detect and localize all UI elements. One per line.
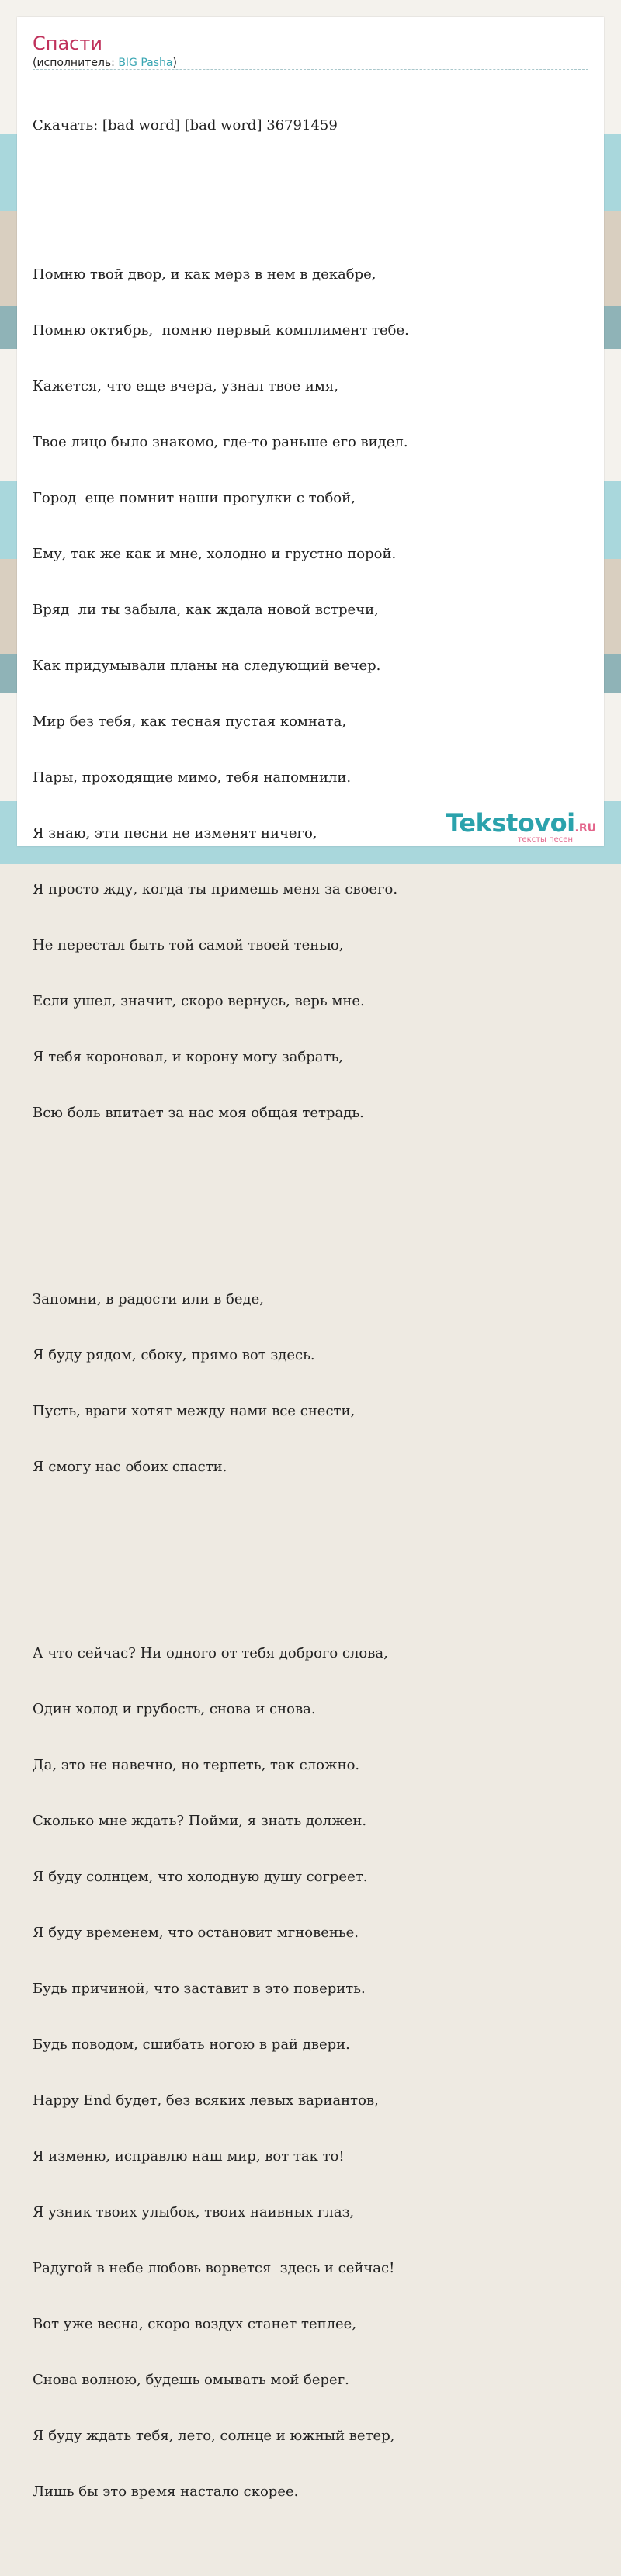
song-title: Спасти: [33, 33, 102, 54]
lyric-line: Всю боль впитает за нас моя общая тетрадь.: [33, 1105, 364, 1121]
lyric-line: Пусть, враги хотят между нами все снести,: [33, 1403, 356, 1419]
lyric-line: Я тебя короновал, и корону могу забрать,: [33, 1049, 343, 1065]
lyric-line: Мир без тебя, как тесная пустая комната,: [33, 713, 347, 730]
logo-tagline: тексты песен: [517, 835, 573, 844]
lyric-line: Happy End будет, без всяких левых вариантов,: [33, 2092, 379, 2109]
lyric-line: Да, это не навечно, но терпеть, так сложно.: [33, 1757, 360, 1773]
lyric-line: Я просто жду, когда ты примешь меня за своего.: [33, 881, 398, 897]
artist-prefix: (исполнитель:: [33, 57, 119, 69]
lyric-line: Я буду рядом, сбоку, прямо вот здесь.: [33, 1347, 315, 1363]
stanza-3: [33, 1607, 588, 2539]
lyric-line: Я буду ждать тебя, лето, солнце и южный ветер,: [33, 2428, 395, 2444]
dashed-divider: [33, 69, 588, 70]
lyric-line: Радугой в небе любовь ворвется здесь и сейчас!: [33, 2260, 395, 2276]
lyric-line: Будь причиной, что заставит в это поверить.: [33, 1981, 366, 1997]
lyric-line: Кажется, что еще вчера, узнал твое имя,: [33, 378, 338, 394]
lyric-line: Снова волною, будешь омывать мой берег.: [33, 2372, 349, 2388]
lyrics-card: [17, 17, 604, 2500]
stanza-1: [33, 228, 588, 1160]
site-logo[interactable]: [446, 810, 596, 844]
download-line: Скачать: [bad word] [bad word] 36791459: [33, 117, 338, 134]
lyric-line: Я буду солнцем, что холодную душу согреет.: [33, 1869, 368, 1885]
lyric-line: Лишь бы это время настало скорее.: [33, 2484, 299, 2500]
stanza-2: [33, 1253, 588, 1514]
artist-suffix: ): [172, 57, 177, 69]
lyric-line: Помню октябрь, помню первый комплимент тебе.: [33, 322, 409, 338]
lyric-line: Помню твой двор, и как мерз в нем в декабре,: [33, 266, 376, 283]
lyric-line: Я узник твоих улыбок, твоих наивных глаз,: [33, 2204, 355, 2220]
lyric-line: Пары, проходящие мимо, тебя напомнили.: [33, 769, 352, 786]
lyric-line: Запомни, в радости или в беде,: [33, 1291, 264, 1307]
lyric-line: Как придумывали планы на следующий вечер.: [33, 658, 381, 674]
lyric-line: Будь поводом, сшибать ногою в рай двери.: [33, 2036, 350, 2053]
lyric-line: Вот уже весна, скоро воздух станет теплее,: [33, 2316, 357, 2332]
lyrics-body: [33, 79, 588, 2576]
lyric-line: Один холод и грубость, снова и снова.: [33, 1701, 316, 1717]
lyric-line: Я знаю, эти песни не изменят ничего,: [33, 825, 317, 842]
artist-link[interactable]: BIG Pasha: [118, 57, 173, 69]
lyric-line: Вряд ли ты забыла, как ждала новой встречи,: [33, 602, 379, 618]
lyric-line: Я изменю, исправлю наш мир, вот так то!: [33, 2148, 345, 2165]
lyric-line: Я буду временем, что остановит мгновенье.: [33, 1925, 359, 1941]
logo-wordmark: Tekstovoi: [446, 808, 575, 838]
lyric-line: Сколько мне ждать? Пойми, я знать должен.: [33, 1813, 367, 1829]
lyric-line: Ему, так же как и мне, холодно и грустно порой.: [33, 546, 397, 562]
lyric-line: Если ушел, значит, скоро вернусь, верь мне.: [33, 993, 365, 1009]
artist-line: [33, 56, 177, 70]
lyric-line: Город еще помнит наши прогулки с тобой,: [33, 490, 356, 506]
lyric-line: Не перестал быть той самой твоей тенью,: [33, 937, 344, 953]
lyric-line: Я смогу нас обоих спасти.: [33, 1459, 227, 1475]
logo-domain-suffix: .RU: [574, 822, 596, 835]
lyric-line: Твое лицо было знакомо, где-то раньше его видел.: [33, 434, 408, 450]
lyric-line: А что сейчас? Ни одного от тебя доброго слова,: [33, 1645, 388, 1661]
